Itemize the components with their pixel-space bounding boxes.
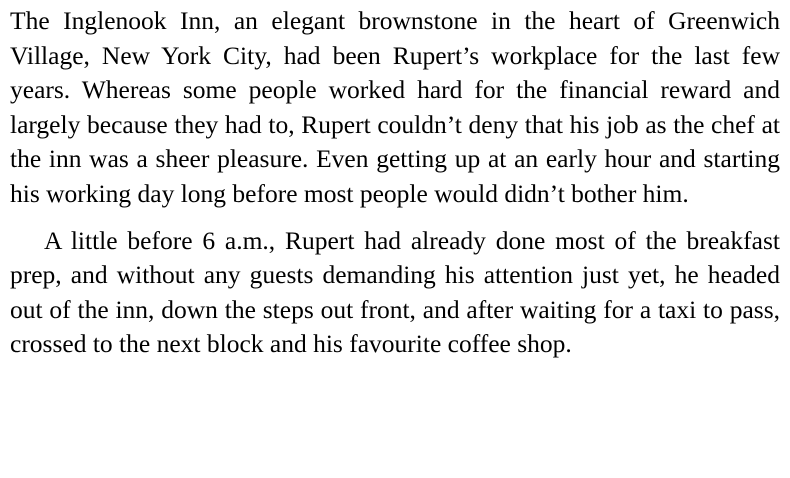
body-paragraph-1: The Inglenook Inn, an elegant brownstone in the heart of Greenwich Village, New York City, had been Rupert’s workplace for the last few years. Whereas some people worked hard for the financial reward and largely because they had to, Rupert couldn’t deny that his job as the chef at the inn was a sheer pleasure. Even getting up at an early hour and starting his working day long before most people would didn’t bother him. <box>10 6 780 208</box>
body-paragraph-2: A little before 6 a.m., Rupert had already done most of the breakfast prep, and without any guests demanding his attention just yet, he headed out of the inn, down the steps out front, and after waiting for a taxi to pass, crossed to the next block and his favourite coffee shop. <box>10 225 780 359</box>
